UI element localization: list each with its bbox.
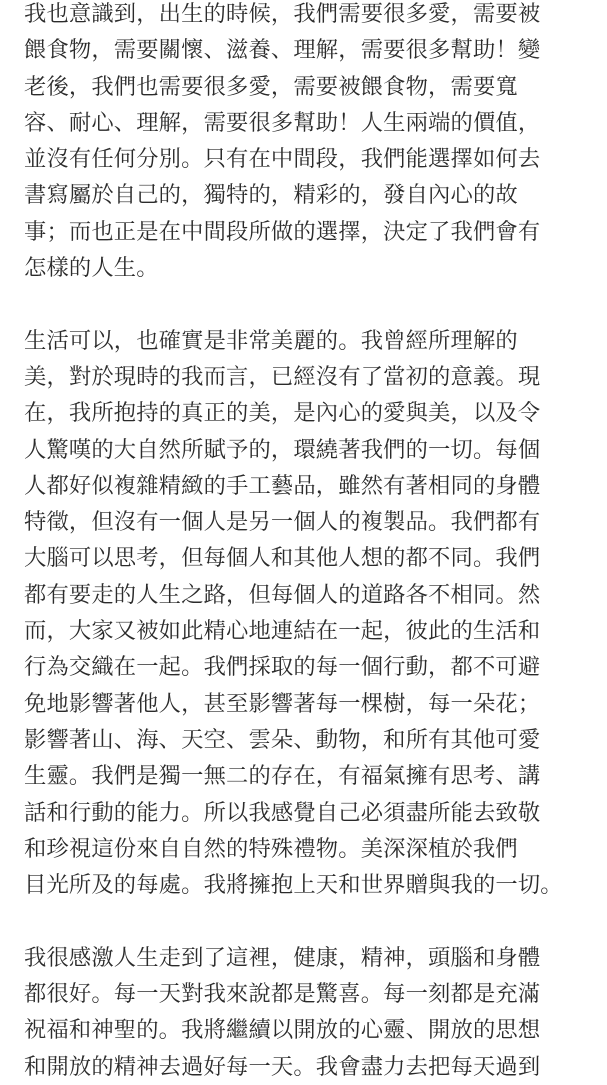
paragraph-line: 容、耐心、理解，需要很多幫助！人生兩端的價值，	[24, 109, 541, 136]
paragraph-line: 生活可以，也確實是非常美麗的。我曾經所理解的	[24, 327, 518, 354]
paragraph-line: 大腦可以思考，但每個人和其他人想的都不同。我們	[24, 545, 541, 572]
paragraph-line: 和開放的精神去過好每一天。我會盡力去把每天過到	[24, 1053, 541, 1080]
paragraph-line: 目光所及的每處。我將擁抱上天和世界贈與我的一切。	[24, 872, 563, 899]
paragraph-line: 老後，我們也需要很多愛，需要被餵食物，需要寬	[24, 73, 518, 100]
paragraph-line: 我很感激人生走到了這裡，健康，精神，頭腦和身體	[24, 944, 541, 971]
paragraph-line: 人都好似複雜精緻的手工藝品，雖然有著相同的身體	[24, 472, 541, 499]
paragraph-spacer	[24, 286, 607, 322]
paragraph-line: 生靈。我們是獨一無二的存在，有福氣擁有思考、講	[24, 763, 541, 790]
paragraph-line: 我也意識到，出生的時候，我們需要很多愛，需要被	[24, 1, 541, 27]
paragraph-line: 並沒有任何分別。只有在中間段，我們能選擇如何去	[24, 146, 541, 173]
paragraph-line: 特徵，但沒有一個人是另一個人的複製品。我們都有	[24, 509, 541, 536]
paragraph-line: 都有要走的人生之路，但每個人的道路各不相同。然	[24, 581, 541, 608]
paragraph-line: 書寫屬於自己的，獨特的，精彩的，發自內心的故	[24, 182, 518, 209]
paragraph-line: 在，我所抱持的真正的美，是內心的愛與美，以及令	[24, 400, 541, 427]
article-text	[24, 0, 607, 1085]
paragraph-line: 行為交織在一起。我們採取的每一個行動，都不可避	[24, 654, 541, 681]
paragraph-line: 和珍視這份來自自然的特殊禮物。美深深植於我們	[24, 835, 518, 862]
paragraph-line: 美，對於現時的我而言，已經沒有了當初的意義。現	[24, 363, 541, 390]
paragraph-line: 事；而也正是在中間段所做的選擇，決定了我們會有	[24, 218, 541, 245]
paragraph-line: 都很好。每一天對我來說都是驚喜。每一刻都是充滿	[24, 981, 541, 1008]
paragraph-1	[24, 0, 607, 286]
paragraph-line: 話和行動的能力。所以我感覺自己必須盡所能去致敬	[24, 799, 541, 826]
paragraph-line: 人驚嘆的大自然所賦予的，環繞著我們的一切。每個	[24, 436, 541, 463]
paragraph-line: 餵食物，需要關懷、滋養、理解，需要很多幫助！變	[24, 37, 541, 64]
paragraph-line: 免地影響著他人，甚至影響著每一棵樹，每一朵花；	[24, 690, 541, 717]
paragraph-3	[24, 940, 607, 1085]
paragraph-line: 祝福和神聖的。我將繼續以開放的心靈、開放的思想	[24, 1017, 541, 1044]
paragraph-2	[24, 323, 607, 904]
paragraph-spacer	[24, 903, 607, 939]
paragraph-line: 而，大家又被如此精心地連結在一起，彼此的生活和	[24, 618, 541, 645]
paragraph-line: 怎樣的人生。	[24, 255, 159, 282]
paragraph-line: 影響著山、海、天空、雲朵、動物，和所有其他可愛	[24, 726, 541, 753]
